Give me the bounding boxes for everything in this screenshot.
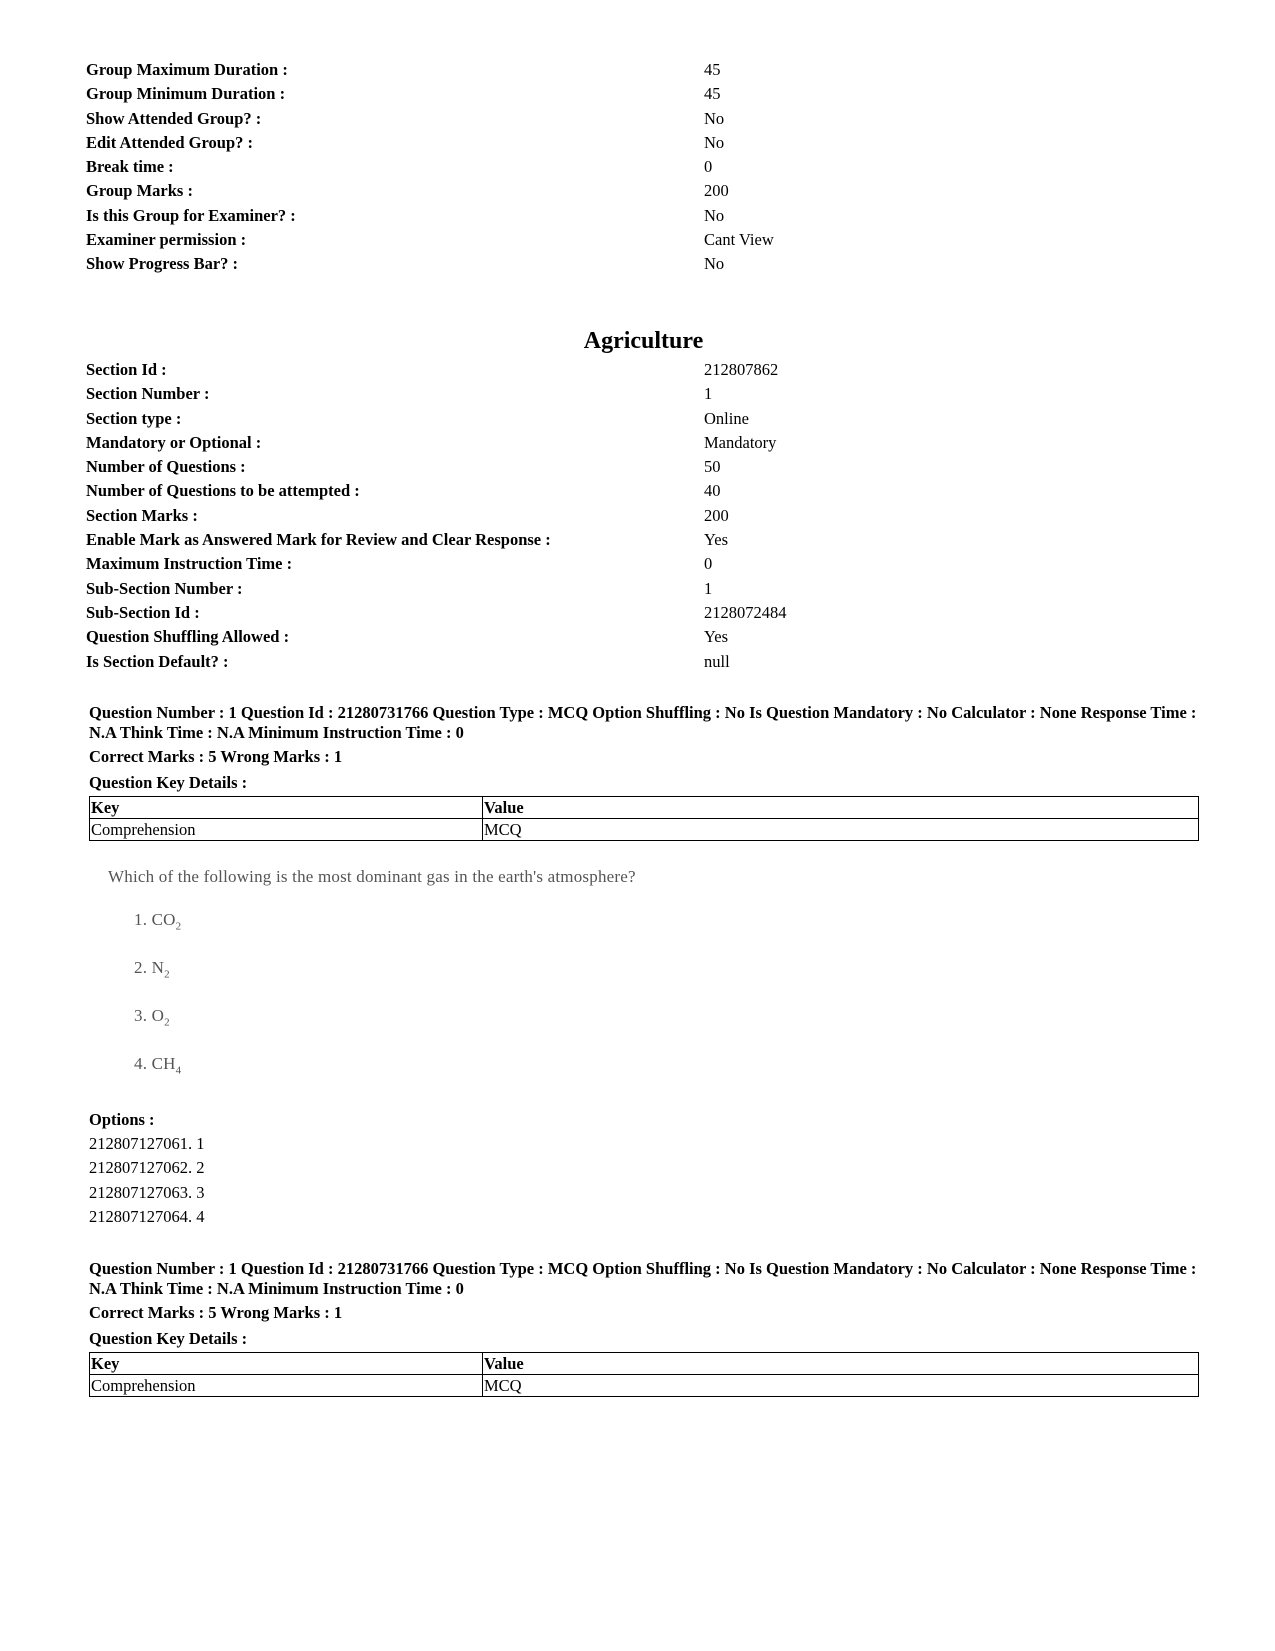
question-header: Question Number : 1 Question Id : 21280731766 Question Type : MCQ Option Shuffling : No Is Question Mandatory : No Calculator : None Response Time : N.A Think Time : N.A Minimum Instruction Time : 0 — [89, 703, 1197, 742]
section-number-row: Section Number : 1 — [86, 384, 713, 404]
group-marks-row: Group Marks : 200 — [86, 181, 729, 201]
section-properties — [86, 358, 1186, 674]
question-marks: Correct Marks : 5 Wrong Marks : 1 — [89, 747, 343, 766]
group-for-examiner-row: Is this Group for Examiner? : No — [86, 205, 725, 225]
group-max-duration-row: Group Maximum Duration : 45 — [86, 60, 721, 79]
question-block — [89, 1259, 1199, 1397]
max-instruction-time-row: Maximum Instruction Time : 0 — [86, 554, 713, 574]
key-cell: Comprehension — [90, 1375, 483, 1397]
key-header: Key — [90, 797, 483, 819]
question-option-1: 1. $CO_2$ — [134, 910, 182, 933]
question-key-table — [89, 1352, 1199, 1397]
section-type-row: Section type : Online — [86, 408, 749, 428]
question-marks: Correct Marks : 5 Wrong Marks : 1 — [89, 1303, 343, 1322]
table-row — [90, 819, 1199, 841]
question-key-label: Question Key Details : — [89, 773, 248, 792]
edit-attended-group-row: Edit Attended Group? : No — [86, 132, 725, 152]
options-label: Options : — [89, 1110, 155, 1129]
enable-mark-answered-row: Enable Mark as Answered Mark for Review and Clear Response : Yes — [86, 530, 729, 550]
option-item: 212807127062. 2 — [89, 1158, 205, 1178]
section-title: Agriculture — [583, 328, 704, 354]
question-stem: Which of the following is the most dominant gas in the earth's atmosphere? — [108, 867, 636, 886]
show-progress-bar-row: Show Progress Bar? : No — [86, 254, 725, 274]
value-cell: MCQ — [483, 1375, 1199, 1397]
group-min-duration-row: Group Minimum Duration : 45 — [86, 84, 721, 104]
value-header: Value — [483, 1353, 1199, 1375]
section-marks-row: Section Marks : 200 — [86, 505, 729, 525]
options-list — [89, 1108, 205, 1229]
option-item: 212807127063. 3 — [89, 1182, 205, 1202]
table-header-row — [90, 797, 1199, 819]
sub-section-id-row: Sub-Section Id : 2128072484 — [86, 602, 787, 622]
question-header: Question Number : 1 Question Id : 21280731766 Question Type : MCQ Option Shuffling : No Is Question Mandatory : No Calculator : None Response Time : N.A Think Time : N.A Minimum Instruction Time : 0 — [89, 1259, 1197, 1298]
question-key-table — [89, 796, 1199, 841]
question-key-label: Question Key Details : — [89, 1329, 248, 1348]
question-option-4: 4. $CH_4$ — [134, 1054, 182, 1077]
sub-section-number-row: Sub-Section Number : 1 — [86, 578, 713, 598]
group-properties — [86, 58, 1186, 277]
value-cell: MCQ — [483, 819, 1199, 841]
number-of-questions-row: Number of Questions : 50 — [86, 457, 721, 477]
question-block — [89, 703, 1199, 841]
examiner-permission-row: Examiner permission : Cant View — [86, 230, 774, 250]
mandatory-optional-row: Mandatory or Optional : Mandatory — [86, 432, 777, 452]
question-shuffling-row: Question Shuffling Allowed : Yes — [86, 627, 729, 647]
break-time-row: Break time : 0 — [86, 157, 713, 177]
table-row — [90, 1375, 1199, 1397]
key-cell: Comprehension — [90, 819, 483, 841]
key-header: Key — [90, 1353, 483, 1375]
show-attended-group-row: Show Attended Group? : No — [86, 108, 725, 128]
questions-to-attempt-row: Number of Questions to be attempted : 40 — [86, 481, 721, 501]
option-item: 212807127064. 4 — [89, 1206, 205, 1226]
option-item: 212807127061. 1 — [89, 1134, 205, 1154]
table-header-row — [90, 1353, 1199, 1375]
question-option-2: 2. $N_2$ — [134, 958, 170, 981]
value-header: Value — [483, 797, 1199, 819]
question-image — [108, 865, 636, 1077]
section-default-row: Is Section Default? : null — [86, 651, 730, 671]
question-option-3: 3. $O_2$ — [134, 1006, 170, 1029]
section-id-row: Section Id : 212807862 — [86, 360, 779, 379]
